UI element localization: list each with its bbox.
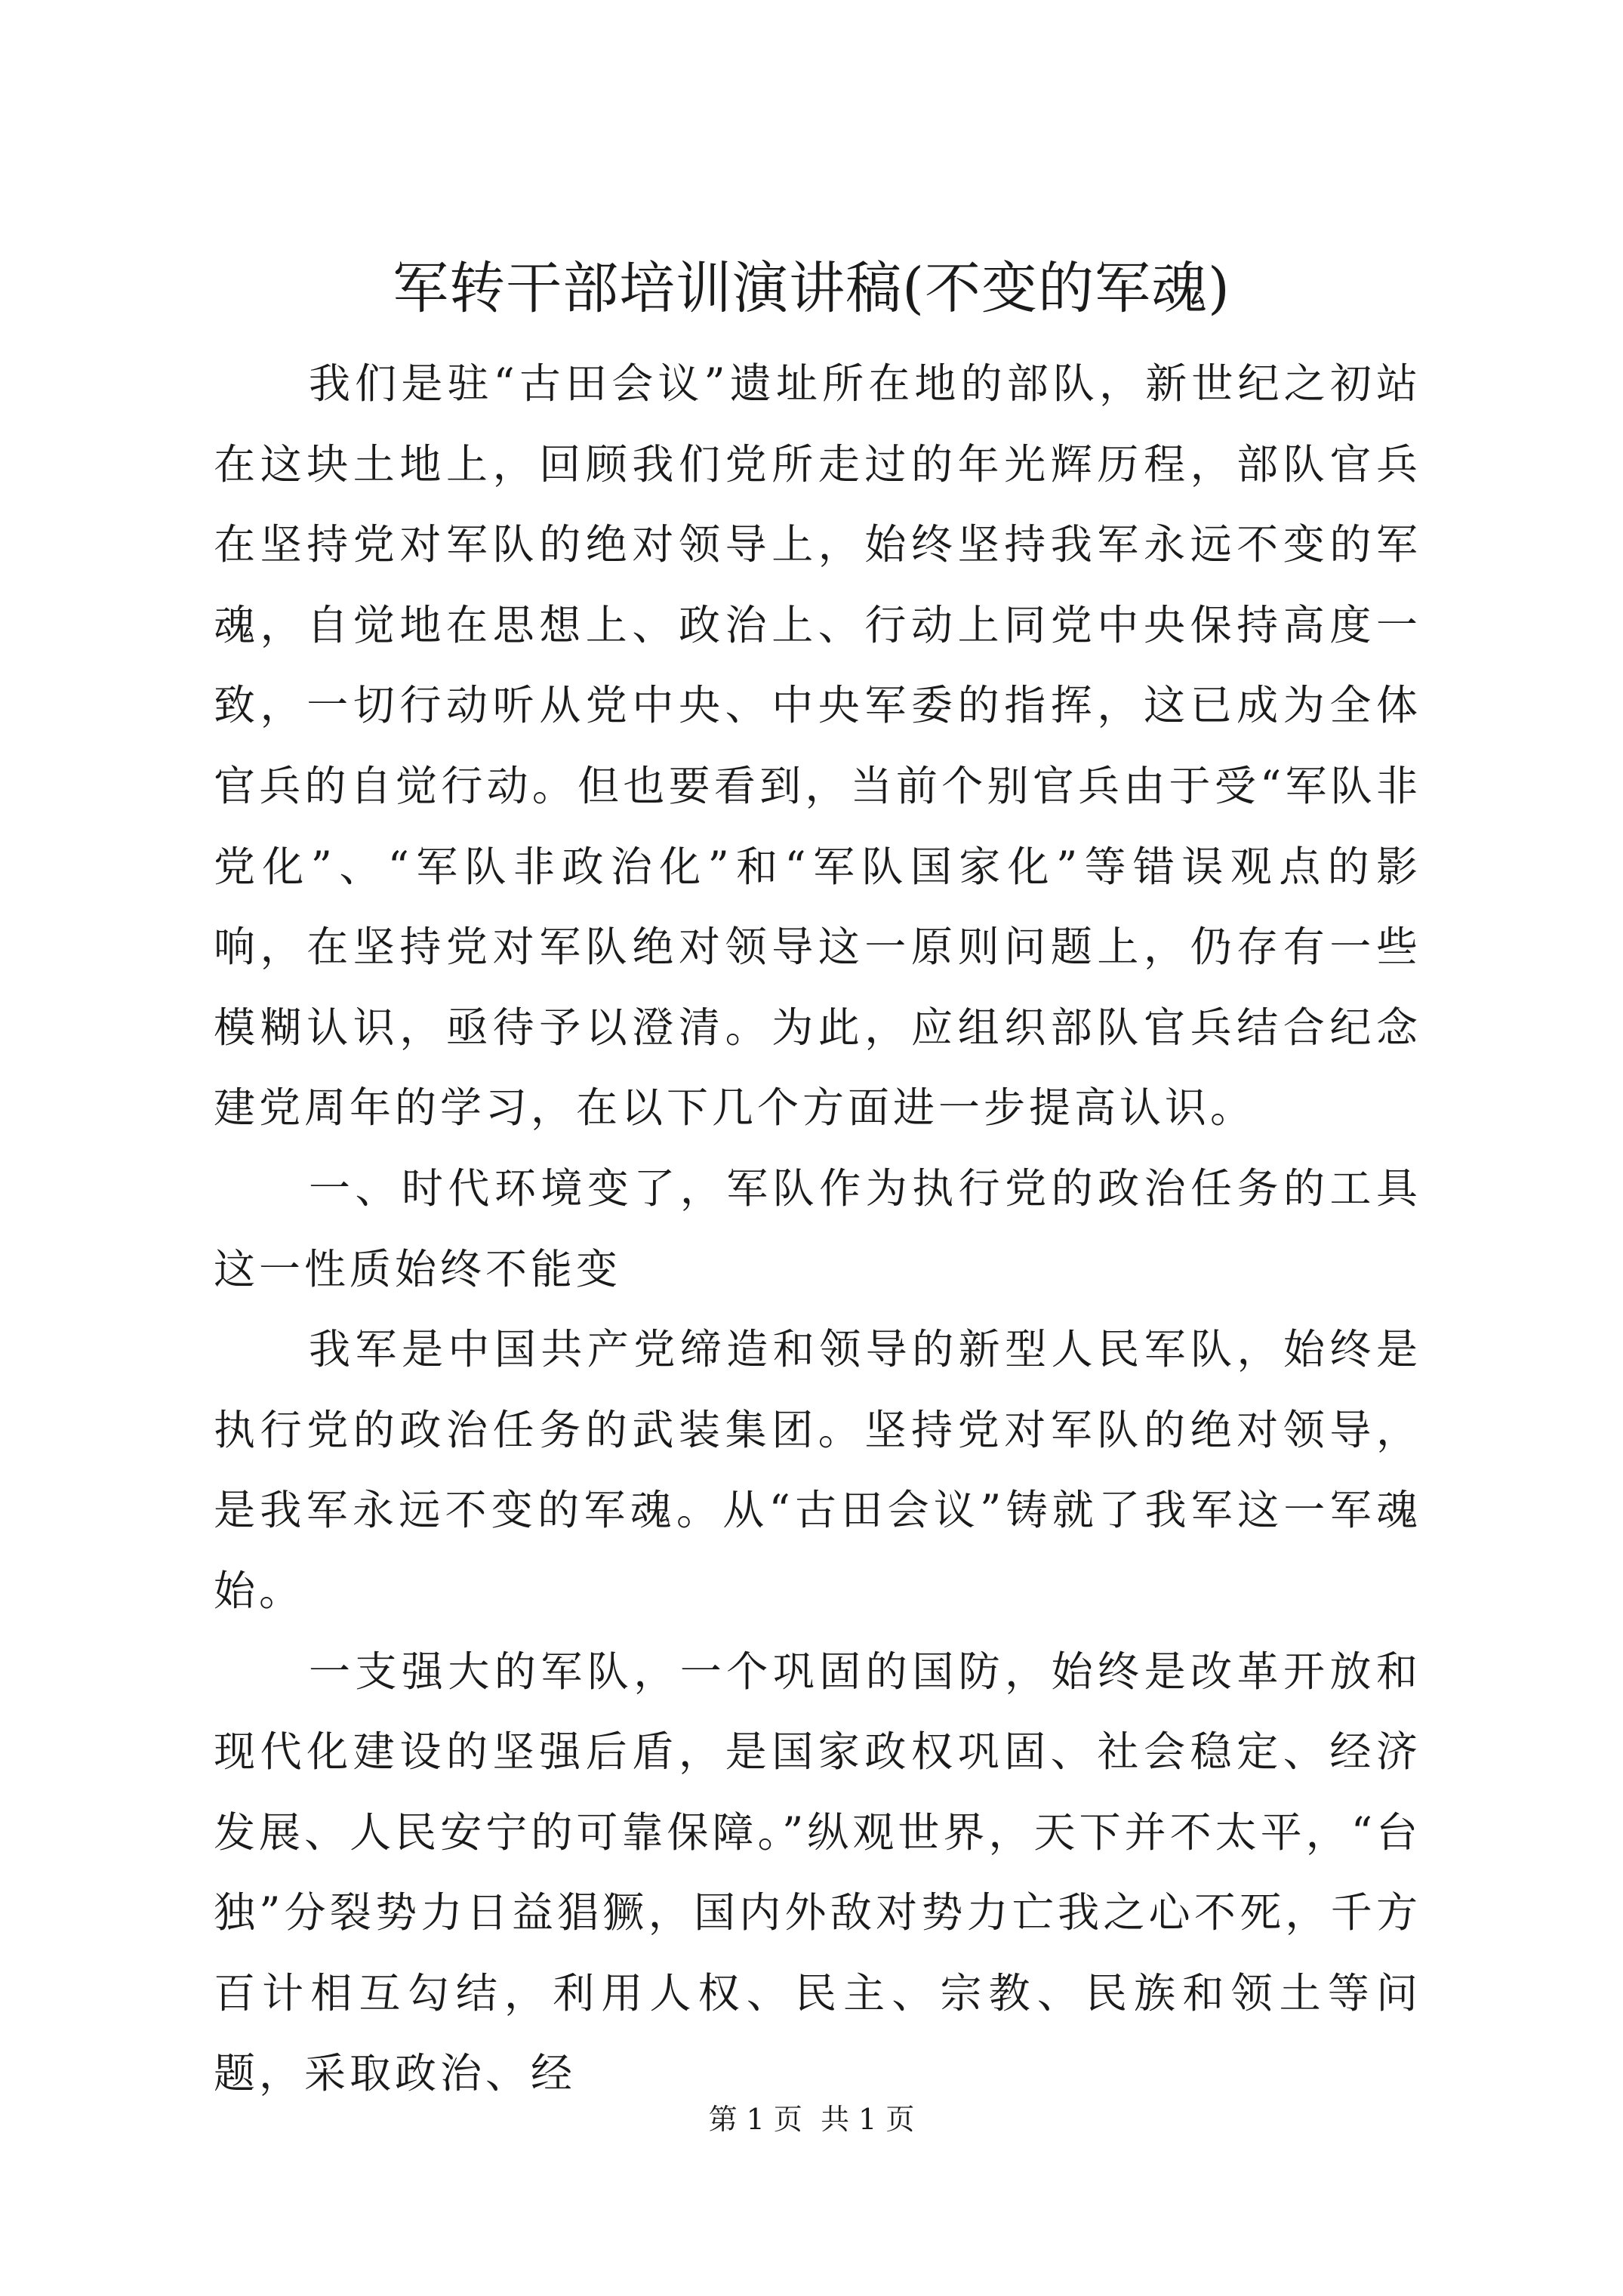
page-footer [0,2100,1623,2138]
paragraph: 我军是中国共产党缔造和领导的新型人民军队，始终是执行党的政治任务的武装集团。坚持党对军队的绝对领导，是我军永远不变的军魂。从“古田会议”铸就了我军这一军魂始。 [214,1325,1421,1615]
page-number: 第 1 页 共 1 页 [708,2103,915,2136]
section-heading: 一、时代环境变了，军队作为执行党的政治任务的工具这一性质始终不能变 [214,1163,1421,1293]
paragraph: 我们是驻“古田会议”遗址所在地的部队，新世纪之初站在这块土地上，回顾我们党所走过的年光辉历程，部队官兵在坚持党对军队的绝对领导上，始终坚持我军永远不变的军魂，自觉地在思想上、政治上、行动上同党中央保持高度一致，一切行动听从党中央、中央军委的指挥，这已成为全体官兵的自觉行动。但也要看到，当前个别官兵由于受“军队非党化”、“军队非政治化”和“军队国家化”等错误观点的影响，在坚持党对军队绝对领导这一原则问题上，仍存有一些模糊认识，亟待予以澄清。为此，应组织部队官兵结合纪念建党周年的学习，在以下几个方面进一步提高认识。 [214,359,1421,1133]
document-title: 军转干部培训演讲稿(不变的军魂) [393,256,1230,321]
document-body [214,344,1421,2114]
paragraph: 一支强大的军队，一个巩固的国防，始终是改革开放和现代化建设的坚强后盾，是国家政权巩固、社会稳定、经济发展、人民安宁的可靠保障。”纵观世界，天下并不太平，“台独”分裂势力日益猖獗，国内外敌对势力亡我之心不死，千方百计相互勾结，利用人权、民主、宗教、民族和领土等问题，采取政治、经 [214,1647,1421,2098]
